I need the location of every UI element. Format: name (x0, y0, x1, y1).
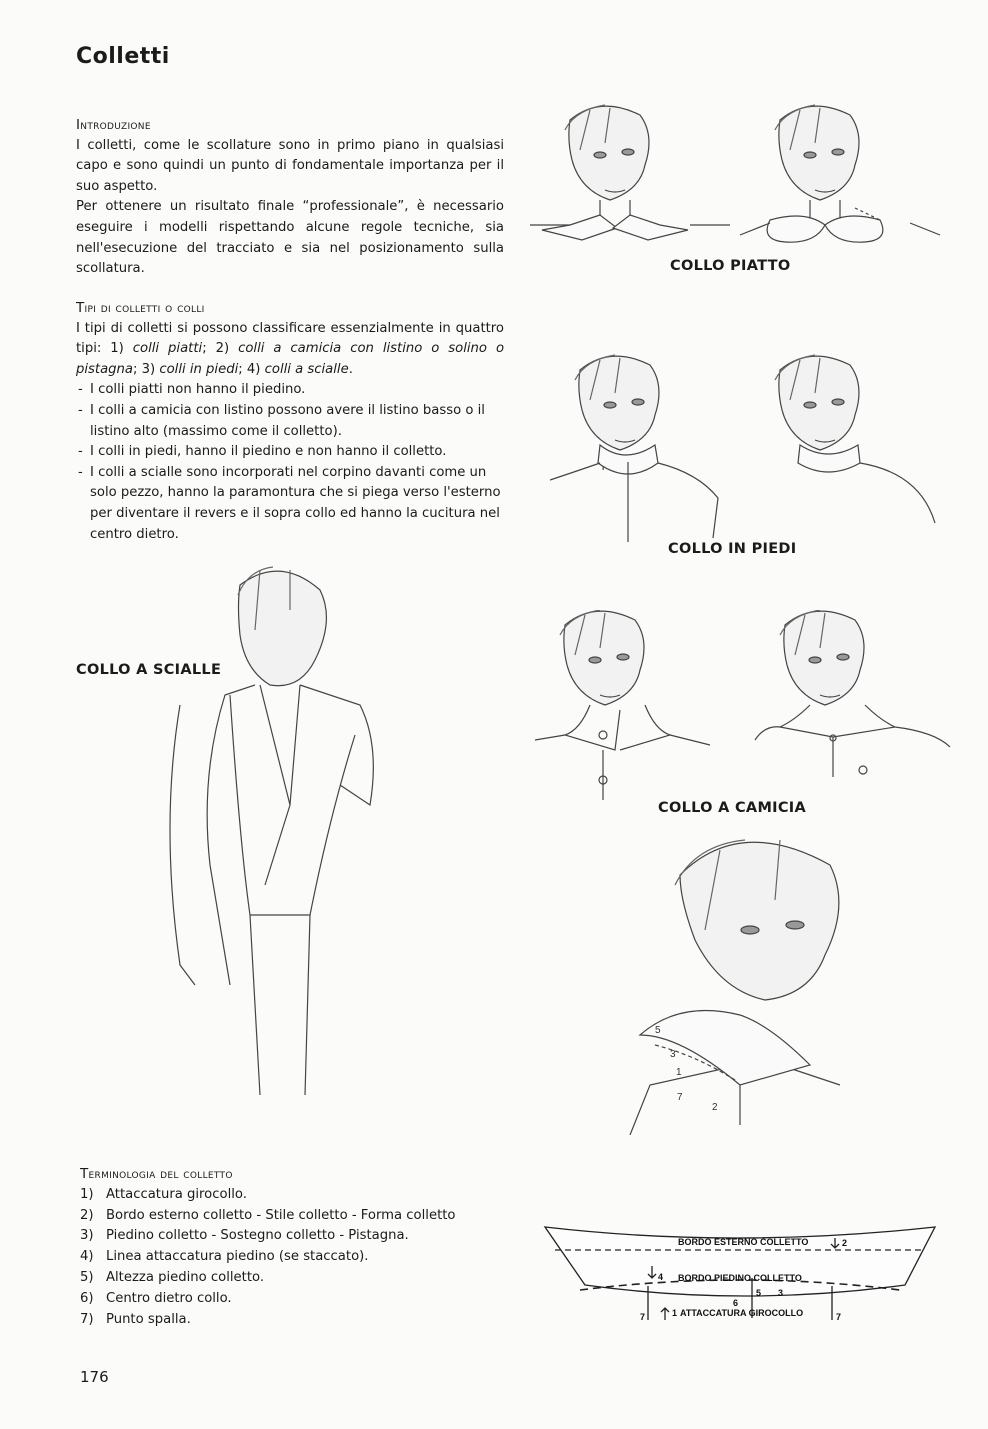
flat-collar-sketches (530, 100, 950, 260)
diagram-number: 2 (842, 1238, 848, 1248)
type-stand: colli in piedi (159, 361, 239, 377)
term-number: 5) (80, 1269, 94, 1285)
list-item (80, 1185, 520, 1206)
diagram-outer-edge-label: BORDO ESTERNO COLLETTO (678, 1237, 809, 1247)
types-heading: Tipi di colletti o colli (76, 300, 205, 316)
list-item: - I colli a scialle sono incorporati nel corpino davanti come un solo pezzo, hanno la paramontura che si piega verso l'esterno per diventare il revers e il sopra collo ed hanno la cucitura nel centro dietro. (76, 463, 504, 545)
term-number: 7) (80, 1311, 94, 1327)
term-text: Altezza piedino colletto. (106, 1269, 265, 1285)
diagram-number: 4 (658, 1272, 664, 1282)
page-title: Colletti (76, 44, 170, 69)
diagram-number: 1 (672, 1308, 678, 1318)
intro-heading: Introduzione (76, 117, 151, 133)
intro-paragraph-2: Per ottenere un risultato finale “professionale”, è necessario eseguire i modelli rispettando alcune regole tecniche, sia nell'esecuzione del tracciato e sia nel posizionamento sulla scollatura. (76, 199, 504, 277)
term-text: Bordo esterno colletto - Stile colletto - Forma colletto (106, 1207, 456, 1223)
flat-collar-pointed-illustration (530, 105, 730, 240)
term-number: 4) (80, 1249, 94, 1265)
term-text: Punto spalla. (106, 1311, 191, 1327)
term-number: 6) (80, 1290, 94, 1306)
diagram-number: 7 (836, 1312, 842, 1322)
terminology-list (80, 1185, 520, 1331)
types-list (76, 380, 504, 545)
stand-collar-open-illustration (550, 355, 718, 542)
diagram-number: 3 (778, 1288, 784, 1298)
sketch-number: 5 (655, 1025, 661, 1036)
collar-terminology-sketch (620, 835, 850, 1135)
shirt-collar-sketches (535, 610, 955, 800)
shirt-collar-open-illustration (535, 610, 710, 800)
diagram-number: 6 (733, 1298, 739, 1308)
label-collo-piatto: COLLO PIATTO (670, 258, 791, 274)
list-item: - I colli piatti non hanno il piedino. (76, 380, 504, 401)
stand-collar-sketches (550, 350, 950, 550)
term-number: 2) (80, 1207, 94, 1223)
terminology-heading: Terminologia del colletto (80, 1166, 233, 1182)
diagram-neckline-label: ATTACCATURA GIROCOLLO (680, 1308, 804, 1318)
shawl-collar-figure (150, 565, 410, 1105)
label-collo-in-piedi: COLLO IN PIEDI (668, 541, 797, 557)
types-lead-text: I tipi di colletti si possono classificare essenzialmente in quattro tipi: 1) (76, 320, 504, 357)
types-sep: ; 4) (238, 361, 265, 377)
sketch-number: 3 (670, 1049, 676, 1060)
term-number: 1) (80, 1186, 94, 1202)
intro-paragraph-1: I colletti, come le scollature sono in primo piano in qualsiasi capo e sono quindi un punto di fondamentale importanza per il suo aspetto. (76, 137, 504, 194)
terminology-section (80, 1164, 520, 1330)
flat-collar-peter-pan-illustration (740, 105, 940, 242)
page-number: 176 (80, 1368, 109, 1386)
list-item: - I colli a camicia con listino possono avere il listino basso o il listino alto (massimo come il colletto). (76, 401, 504, 442)
type-shirt: colli a camicia con listino o solino o pistagna (76, 341, 505, 377)
sketch-number: 1 (676, 1067, 682, 1078)
sketch-number: 2 (712, 1102, 718, 1113)
diagram-stand-edge-label: BORDO PIEDINO COLLETTO (678, 1273, 802, 1283)
sketch-number: 7 (677, 1092, 683, 1103)
stand-collar-closed-illustration (775, 355, 935, 523)
type-flat: colli piatti (132, 341, 203, 357)
diagram-number: 7 (640, 1312, 646, 1322)
term-text: Attaccatura girocollo. (106, 1186, 247, 1202)
types-section (76, 298, 504, 545)
term-text: Linea attaccatura piedino (se staccato). (106, 1249, 369, 1265)
types-lead (76, 319, 504, 381)
diagram-number: 5 (756, 1288, 762, 1298)
types-sep: ; 3) (132, 361, 160, 377)
list-item: - I colli in piedi, hanno il piedino e non hanno il colletto. (76, 442, 504, 463)
list-item (80, 1268, 520, 1289)
list-item (80, 1289, 520, 1310)
types-end: . (348, 361, 353, 377)
list-item (80, 1247, 520, 1268)
types-sep: ; 2) (202, 341, 239, 357)
list-item (80, 1310, 520, 1331)
type-shawl: colli a scialle (264, 361, 349, 377)
shirt-collar-closed-illustration (755, 610, 950, 777)
term-text: Centro dietro collo. (106, 1290, 232, 1306)
label-collo-a-camicia: COLLO A CAMICIA (658, 800, 807, 816)
diagram-arrow-1 (661, 1308, 669, 1320)
list-item (80, 1226, 520, 1247)
term-number: 3) (80, 1228, 94, 1244)
term-text: Piedino colletto - Sostegno colletto - Pistagna. (106, 1228, 409, 1244)
list-item (80, 1206, 520, 1227)
collar-pattern-diagram (540, 1222, 940, 1332)
intro-section (76, 115, 504, 280)
label-collo-a-scialle: COLLO A SCIALLE (76, 662, 222, 678)
